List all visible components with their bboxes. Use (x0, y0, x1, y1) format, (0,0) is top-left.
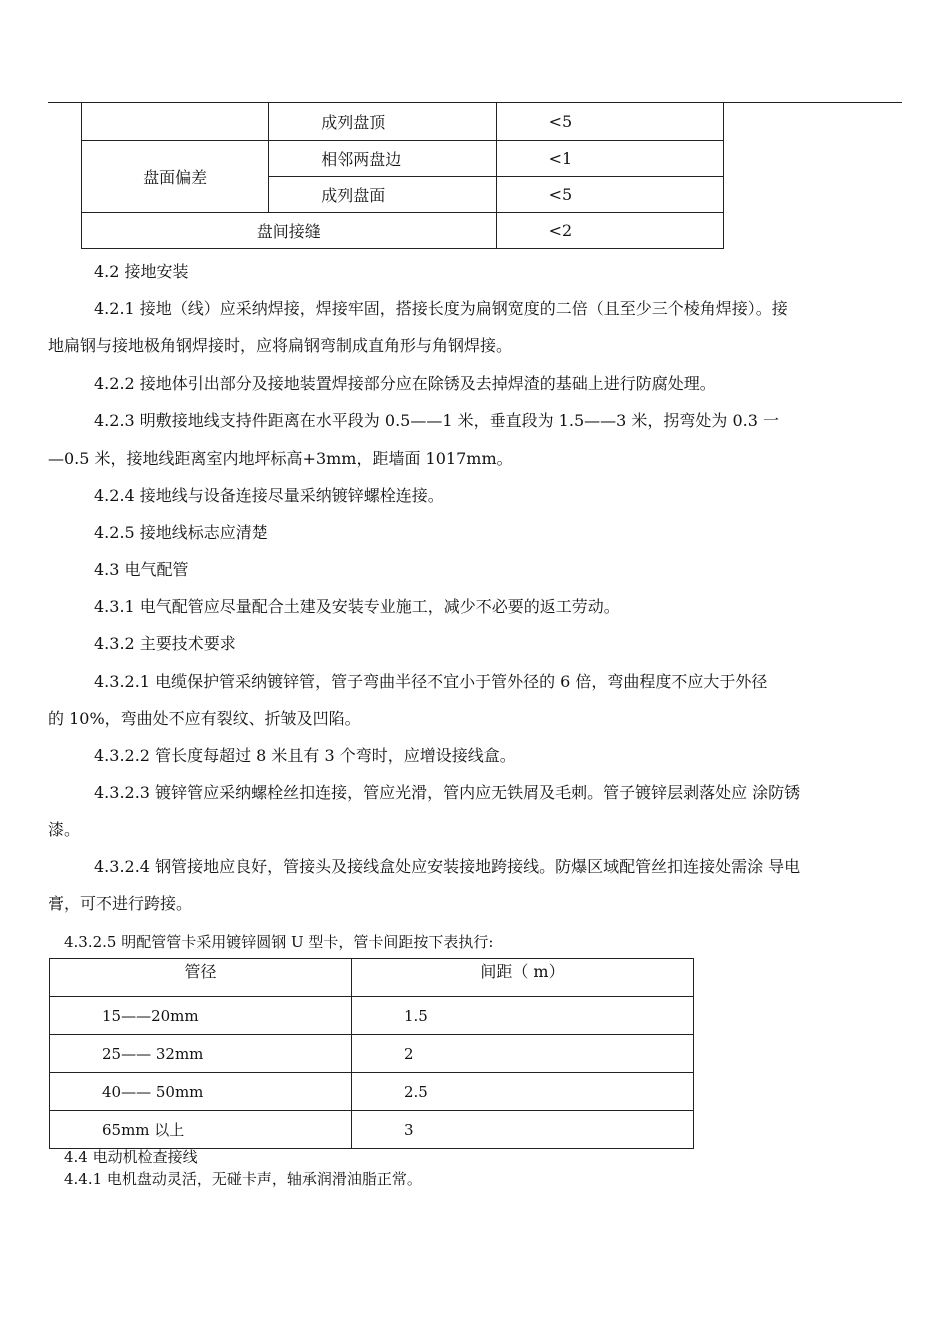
cell-text: 40—— 50mm (102, 1083, 204, 1101)
cell-text: 3 (403, 1121, 414, 1139)
cell-text: 盘面偏差 (143, 168, 208, 187)
cell-text: 15——20mm (102, 1007, 199, 1025)
table-cell (269, 103, 496, 141)
table-cell (351, 997, 693, 1035)
paragraph: 4.3.2.3 镀锌管应采纳螺栓丝扣连接，管应光滑，管内应无铁屑及毛刺。管子镀锌层剥落处应 涂防锈 (94, 783, 801, 802)
pipe-spacing-table (49, 958, 694, 1149)
cell-text: 65mm 以上 (102, 1121, 185, 1139)
section-heading: 4.3 电气配管 (94, 560, 189, 579)
cell-text: <5 (548, 112, 573, 131)
paragraph: 4.3.1 电气配管应尽量配合土建及安装专业施工，减少不必要的返工劳动。 (94, 597, 620, 616)
table-cell (351, 1073, 693, 1111)
table-cell (269, 177, 496, 213)
paragraph: 4.2.3 明敷接地线支持件距离在水平段为 0.5——1 米，垂直段为 1.5——3 米，拐弯处为 0.3 一 (94, 411, 780, 430)
table-cell (82, 141, 269, 213)
cell-text: 成列盘面 (321, 186, 386, 205)
paragraph: 4.4.1 电机盘动灵活，无碰卡声，轴承润滑油脂正常。 (64, 1170, 422, 1188)
paragraph: —0.5 米，接地线距离室内地坪标高+3mm，距墙面 1017mm。 (48, 449, 513, 468)
paragraph: 漆。 (48, 820, 81, 839)
section-heading: 4.2 接地安装 (94, 262, 189, 281)
table-cell (82, 103, 269, 141)
paragraph: 的 10%，弯曲处不应有裂纹、折皱及凹陷。 (48, 709, 361, 728)
table-row (82, 141, 724, 177)
paragraph: 地扁钢与接地极角钢焊接时，应将扁钢弯制成直角形与角钢焊接。 (48, 336, 513, 355)
column-header: 间距（ m） (351, 959, 693, 997)
table-cell (50, 1073, 352, 1111)
section-heading: 4.3.2 主要技术要求 (94, 634, 236, 653)
paragraph: 4.2.4 接地线与设备连接尽量采纳镀锌螺栓连接。 (94, 486, 444, 505)
cell-text: 相邻两盘边 (321, 150, 402, 169)
table-cell (269, 141, 496, 177)
cell-text: <2 (548, 221, 573, 240)
cell-text: 2 (403, 1045, 414, 1063)
table-cell (50, 997, 352, 1035)
table-row (50, 1111, 694, 1149)
paragraph: 4.2.1 接地（线）应采纳焊接，焊接牢固，搭接长度为扁钢宽度的二倍（且至少三个棱角焊接）。接 (94, 299, 788, 318)
table-cell (82, 213, 497, 249)
cell-text: 25—— 32mm (102, 1045, 204, 1063)
table-cell (496, 141, 723, 177)
table-cell (496, 103, 723, 141)
paragraph: 4.2.5 接地线标志应清楚 (94, 523, 268, 542)
table-cell (50, 1111, 352, 1149)
table-cell (50, 1035, 352, 1073)
table-cell (496, 213, 723, 249)
paragraph: 4.3.2.5 明配管管卡采用镀锌圆钢 U 型卡，管卡间距按下表执行: (64, 933, 494, 951)
panel-deviation-table (81, 103, 724, 249)
table-row (82, 103, 724, 141)
table-cell (351, 1035, 693, 1073)
paragraph: 4.3.2.2 管长度每超过 8 米且有 3 个弯时，应增设接线盒。 (94, 746, 516, 765)
paragraph: 4.2.2 接地体引出部分及接地装置焊接部分应在除锈及去掉焊渣的基础上进行防腐处理。 (94, 374, 716, 393)
paragraph: 4.3.2.1 电缆保护管采纳镀锌管，管子弯曲半径不宜小于管外径的 6 倍，弯曲程度不应大于外径 (94, 672, 768, 691)
paragraph: 4.3.2.4 钢管接地应良好，管接头及接线盒处应安装接地跨接线。防爆区域配管丝扣连接处需涂 导电 (94, 857, 801, 876)
table-header-row (50, 959, 694, 997)
cell-text: <5 (548, 185, 573, 204)
table-cell (351, 1111, 693, 1149)
table-row (50, 1073, 694, 1111)
table-row (82, 213, 724, 249)
table-cell (496, 177, 723, 213)
cell-text: 盘间接缝 (256, 222, 321, 241)
cell-text: <1 (548, 149, 573, 168)
table-row (50, 1035, 694, 1073)
cell-text: 1.5 (403, 1007, 428, 1025)
table-row (50, 997, 694, 1035)
cell-text: 2.5 (403, 1083, 428, 1101)
cell-text: 成列盘顶 (321, 113, 386, 132)
section-heading: 4.4 电动机检查接线 (64, 1148, 198, 1166)
column-header: 管径 (50, 959, 352, 997)
paragraph: 膏，可不进行跨接。 (48, 894, 193, 913)
